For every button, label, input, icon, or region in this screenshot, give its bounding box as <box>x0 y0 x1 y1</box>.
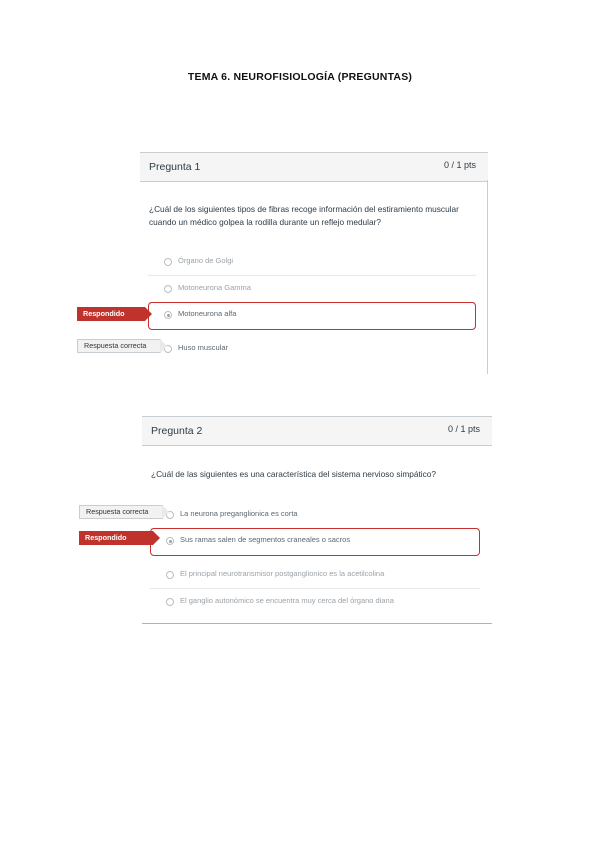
question-title: Pregunta 2 <box>151 425 203 437</box>
question-points: 0 / 1 pts <box>443 160 476 170</box>
question-text: ¿Cuál de las siguientes es una característica del sistema nervioso simpático? <box>151 469 436 479</box>
question-card-2 <box>142 416 492 626</box>
divider <box>142 623 492 624</box>
page-title: TEMA 6. NEUROFISIOLOGÍA (PREGUNTAS) <box>187 71 413 83</box>
question-text: ¿Cuál de los siguientes tipos de fibras recoge información del estiramiento muscular cuando un médico golpea la rodilla durante un reflejo medular? <box>149 204 459 227</box>
answer-label: El ganglio autonómico se encuentra muy cerca del órgano diana <box>180 596 394 605</box>
correct-answer-tag: Respuesta correcta <box>77 339 161 353</box>
answer-label: El principal neurotransmisor postganglionico es la acetilcolina <box>180 569 385 578</box>
answer-option[interactable] <box>150 589 480 615</box>
answered-tag: Respondido <box>79 531 153 545</box>
radio-button-checked[interactable] <box>164 311 172 319</box>
question-points: 0 / 1 pts <box>447 424 480 434</box>
divider <box>487 180 488 374</box>
answer-option[interactable] <box>148 336 476 362</box>
answered-tag: Respondido <box>77 307 145 321</box>
radio-button[interactable] <box>164 285 172 293</box>
answer-option[interactable] <box>148 276 476 303</box>
correct-answer-tag: Respuesta correcta <box>79 505 163 519</box>
answer-label: Órgano de Golgi <box>178 256 234 265</box>
answer-label: Motoneurona Gamma <box>178 283 251 292</box>
answer-option[interactable] <box>148 249 476 276</box>
question-card-1 <box>140 152 488 374</box>
question-header <box>140 152 488 182</box>
radio-button[interactable] <box>166 598 174 606</box>
radio-button-checked[interactable] <box>166 537 174 545</box>
answer-option-selected[interactable] <box>148 302 476 330</box>
radio-button[interactable] <box>164 258 172 266</box>
answer-option[interactable] <box>150 562 480 589</box>
answer-option[interactable] <box>150 502 480 529</box>
question-title: Pregunta 1 <box>149 161 201 173</box>
radio-button[interactable] <box>166 571 174 579</box>
answer-label: La neurona preganglionica es corta <box>180 509 298 518</box>
answer-label: Motoneurona alfa <box>178 309 237 318</box>
answer-label: Sus ramas salen de segmentos craneales o sacros <box>180 535 351 544</box>
answer-option-selected[interactable] <box>150 528 480 556</box>
answer-label: Huso muscular <box>178 343 229 352</box>
question-header <box>142 416 492 446</box>
